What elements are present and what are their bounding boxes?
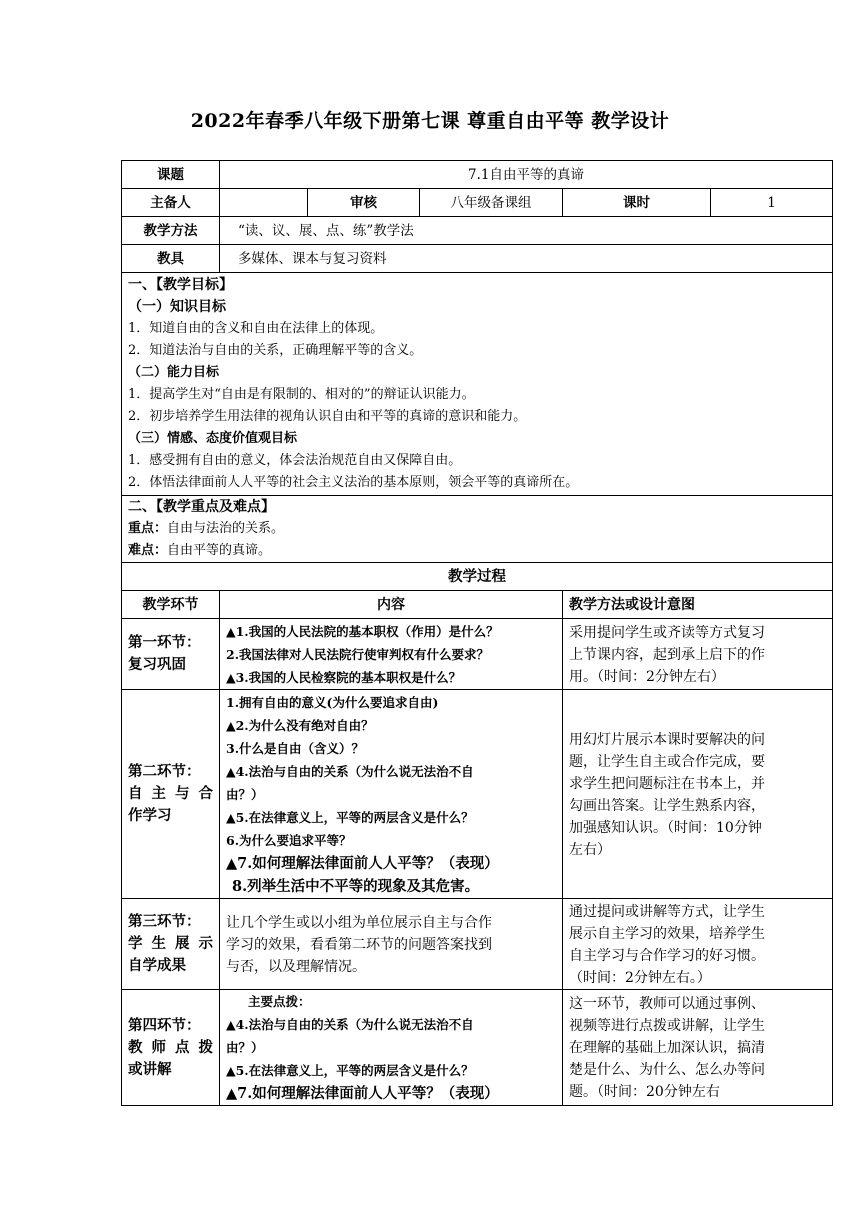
emotion-item: 2．体悟法律面前人人平等的社会主义法治的基本原则，领会平等的真谛所在。 <box>128 475 579 490</box>
method-line: 题。（时间：20分钟左右 <box>569 1083 720 1100</box>
content-line: 6.为什么要追求平等？ <box>226 833 352 848</box>
content-line: 由？） <box>226 787 264 802</box>
method-line: 用。（时间：2分钟左右） <box>569 668 725 685</box>
content-line: ▲7.如何理解法律面前人人平等？（表现） <box>226 1085 499 1102</box>
objectives-heading: 一、【教学目标】 <box>128 277 233 293</box>
method-line: 左右） <box>569 841 611 858</box>
hours-label: 课时 <box>563 189 711 217</box>
stage-name <box>122 899 220 990</box>
stage-name-line: 自学成果 <box>128 957 186 974</box>
content-line: ▲4.法治与自由的关系（为什么说无法治不自 <box>226 764 474 779</box>
method-value: “读、议、展、点、练”教学法 <box>220 217 833 245</box>
content-line: ▲1.我国的人民法院的基本职权（作用）是什么？ <box>226 624 499 639</box>
method-row <box>122 217 833 245</box>
knowledge-item: 2．知道法治与自由的关系，正确理解平等的含义。 <box>128 343 423 358</box>
method-line: 加强感知认识。（时间：10分钟 <box>569 819 762 836</box>
page-title: 2022年春季八年级下册第七课 尊重自由平等 教学设计 <box>190 110 670 132</box>
stage-content <box>220 690 563 899</box>
col-stage-header: 教学环节 <box>122 591 220 619</box>
stage-method <box>563 899 833 990</box>
method-line: 采用提问学生或齐读等方式复习 <box>569 624 765 641</box>
content-line: ▲5.在法律意义上，平等的两层含义是什么？ <box>226 1063 474 1078</box>
ability-title: （二）能力目标 <box>128 365 220 380</box>
method-line: 楚是什么、为什么、怎么办等问 <box>569 1061 765 1078</box>
process-heading-row <box>122 563 833 591</box>
method-line: 通过提问或讲解等方式，让学生 <box>569 903 765 920</box>
difficult-point <box>128 540 826 562</box>
content-line: ▲5.在法律意义上，平等的两层含义是什么？ <box>226 810 474 825</box>
hours-value: 1 <box>711 189 833 217</box>
stage-content <box>220 990 563 1106</box>
stage-name-line: 作学习 <box>128 807 172 824</box>
stage-method <box>563 619 833 690</box>
method-line: 用幻灯片展示本课时要解决的问 <box>569 731 765 748</box>
stage-row <box>122 690 833 899</box>
stage-name-line: 第三环节： <box>128 913 201 930</box>
method-line: 视频等进行点拨或讲解，让学生 <box>569 1017 765 1034</box>
emotion-title: （三）情感、态度价值观目标 <box>128 431 298 446</box>
process-columns-row <box>122 591 833 619</box>
stage-row <box>122 990 833 1106</box>
content-line: 2.我国法律对人民法院行使审判权有什么要求？ <box>226 647 490 662</box>
content-line: ▲3.我国的人民检察院的基本职权是什么？ <box>226 670 462 685</box>
difficult-label: 难点： <box>128 543 168 558</box>
content-line: 3.什么是自由（含义）？ <box>226 741 365 756</box>
stage-name-line: 自主与合 <box>128 785 213 802</box>
col-content-header: 内容 <box>220 591 563 619</box>
content-line: 1.拥有自由的意义(为什么要追求自由) <box>226 695 439 710</box>
preparer-label: 主备人 <box>122 189 220 217</box>
content-line: 主要点拨： <box>248 994 311 1009</box>
stage-name <box>122 990 220 1106</box>
difficult-text: 自由平等的真谛。 <box>167 543 272 558</box>
stage-row <box>122 899 833 990</box>
review-label: 审核 <box>308 189 420 217</box>
stage-method <box>563 690 833 899</box>
method-line: 这一环节，教师可以通过事例、 <box>569 995 765 1012</box>
knowledge-title: （一）知识目标 <box>128 299 226 315</box>
content-line: 由？） <box>226 1040 264 1055</box>
col-method-header: 教学方法或设计意图 <box>563 591 833 619</box>
preparer-value <box>220 189 308 217</box>
stage-name <box>122 619 220 690</box>
content-line: 8.列举生活中不平等的现象及其危害。 <box>232 878 480 895</box>
ability-item: 2．初步培养学生用法律的视角认识自由和平等的真谛的意识和能力。 <box>128 409 527 424</box>
knowledge-item: 1．知道自由的含义和自由在法律上的体现。 <box>128 321 384 336</box>
key-text: 自由与法治的关系。 <box>167 521 285 536</box>
content-line: ▲2.为什么没有绝对自由？ <box>226 718 374 733</box>
stage-name-line: 学生展示 <box>128 935 213 952</box>
tools-row <box>122 245 833 273</box>
method-line: 题，让学生自主或合作完成，要 <box>569 753 765 770</box>
emotion-item: 1．感受拥有自由的意义，体会法治规范自由又保障自由。 <box>128 453 462 468</box>
method-line: 在理解的基础上加深认识，搞清 <box>569 1039 765 1056</box>
preparer-row <box>122 189 833 217</box>
method-line: 展示自主学习的效果，培养学生 <box>569 925 765 942</box>
tools-value: 多媒体、课本与复习资料 <box>220 245 833 273</box>
ability-item: 1．提高学生对“自由是有限制的、相对的”的辩证认识能力。 <box>128 387 475 402</box>
stage-name-line: 或讲解 <box>128 1060 172 1078</box>
stage-name <box>122 690 220 899</box>
method-line: 求学生把问题标注在书本上，并 <box>569 775 765 792</box>
content-line: ▲7.如何理解法律面前人人平等？（表现） <box>226 855 499 872</box>
keypoints-row <box>122 496 833 563</box>
review-value: 八年级备课组 <box>420 189 563 217</box>
objectives-row <box>122 273 833 496</box>
content-line: ▲4.法治与自由的关系（为什么说无法治不自 <box>226 1017 474 1032</box>
stage-name-line: 第二环节： <box>128 763 201 780</box>
stage-method <box>563 990 833 1106</box>
content-line: 与否，以及理解情况。 <box>226 958 366 975</box>
method-line: 上节课内容，起到承上启下的作 <box>569 646 765 663</box>
stage-row <box>122 619 833 690</box>
content-line: 让几个学生或以小组为单位展示自主与合作 <box>226 914 492 931</box>
lesson-plan-table <box>121 160 833 1106</box>
content-line: 学习的效果，看看第二环节的问题答案找到 <box>226 936 492 953</box>
method-line: 自主学习与合作学习的好习惯。 <box>569 947 765 964</box>
stage-name-line: 复习巩固 <box>128 656 186 673</box>
stage-name-line: 第一环节： <box>128 634 201 651</box>
stage-content <box>220 899 563 990</box>
process-heading: 教学过程 <box>122 563 833 591</box>
tools-label: 教具 <box>122 245 220 273</box>
key-label: 重点： <box>128 521 168 536</box>
key-point <box>128 518 826 540</box>
topic-label: 课题 <box>122 161 220 189</box>
keypoints-heading: 二、【教学重点及难点】 <box>128 499 275 515</box>
method-label: 教学方法 <box>122 217 220 245</box>
stage-content <box>220 619 563 690</box>
stage-name-line: 第四环节： <box>128 1016 201 1034</box>
method-line: 勾画出答案。让学生熟系内容， <box>569 797 765 814</box>
method-line: （时间：2分钟左右。） <box>569 969 711 986</box>
topic-row <box>122 161 833 189</box>
stage-name-line: 教师点拨 <box>128 1038 213 1056</box>
topic-value: 7.1自由平等的真谛 <box>220 161 833 189</box>
